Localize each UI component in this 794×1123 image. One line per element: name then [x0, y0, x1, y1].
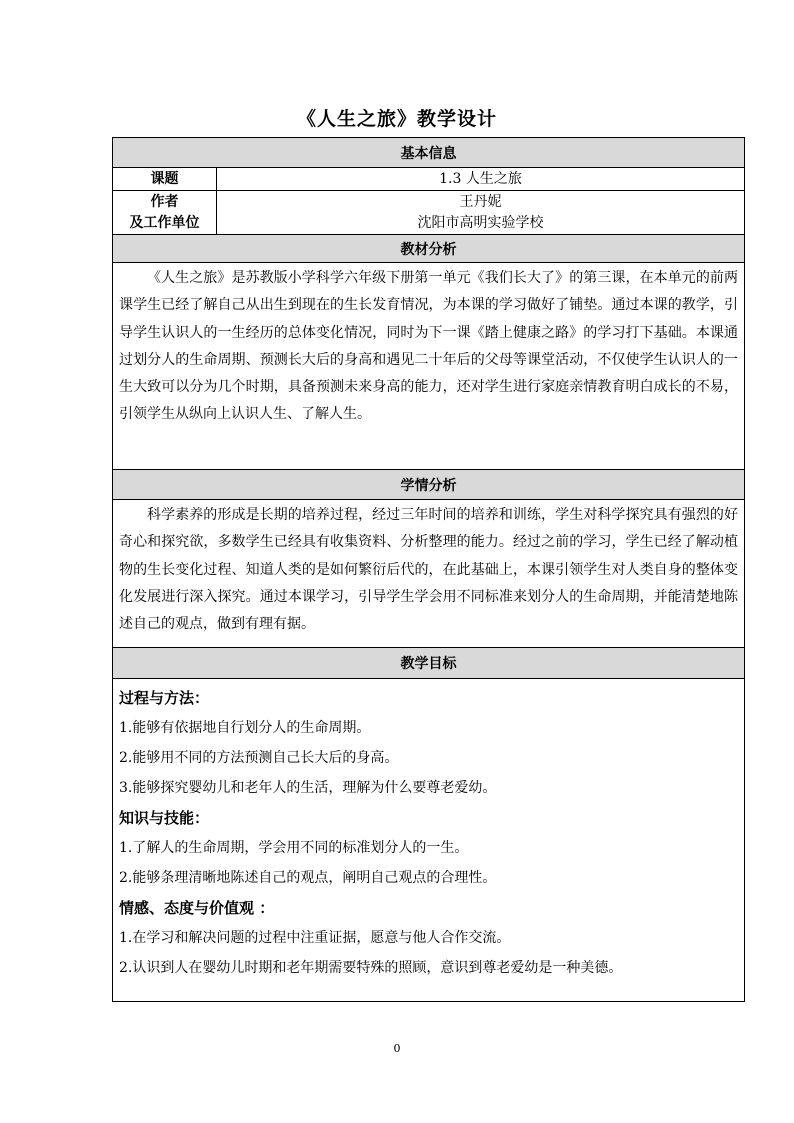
objective-heading-process: 过程与方法： — [119, 689, 210, 707]
objective-item: 2.认识到人在婴幼儿时期和老年期需要特殊的照顾，意识到尊老爱幼是一种美德。 — [119, 960, 623, 976]
author-name: 王丹妮 — [459, 193, 502, 210]
section-header-objectives: 教学目标 — [113, 648, 745, 679]
author-value — [217, 191, 745, 235]
topic-value: 1.3 人生之旅 — [217, 168, 745, 191]
section-header-textbook-analysis: 教材分析 — [113, 235, 745, 263]
author-unit: 沈阳市高明实验学校 — [417, 214, 544, 231]
author-label — [113, 191, 217, 235]
document-title: 《人生之旅》教学设计 — [296, 108, 497, 130]
section-header-student-analysis: 学情分析 — [113, 470, 745, 500]
student-analysis-text: 科学素养的形成是长期的培养过程，经过三年时间的培养和训练，学生对科学探究具有强烈的好奇心和探究欲，多数学生已经具有收集资料、分析整理的能力。经过之前的学习，学生已经了解动植物的生长变化过程、知道人类的是如何繁衍后代的，在此基础上，本课引领学生对人类自身的整体变化发展进行深入探究。通过本课学习，引导学生学会用不同标准来划分人的生命周期，并能清楚地陈述自己的观点，做到有理有据。 — [113, 500, 745, 648]
objective-item: 2.能够条理清晰地陈述自己的观点，阐明自己观点的合理性。 — [119, 870, 497, 886]
textbook-analysis-text: 《人生之旅》是苏教版小学科学六年级下册第一单元《我们长大了》的第三课，在本单元的前两课学生已经了解自己从出生到现在的生长发育情况，为本课的学习做好了铺垫。通过本课的教学，引导学生认识人的一生经历的总体变化情况，同时为下一课《踏上健康之路》的学习打下基础。本课通过划分人的生命周期、预测长大后的身高和遇见二十年后的父母等课堂活动，不仅使学生认识人的一生大致可以分为几个时期，具备预测未来身高的能力，还对学生进行家庭亲情教育明白成长的不易，引领学生从纵向上认识人生、了解人生。 — [113, 263, 745, 470]
lesson-design-table — [112, 137, 745, 1002]
page-number: 0 — [393, 1042, 401, 1055]
objective-heading-knowledge: 知识与技能： — [119, 809, 210, 827]
objective-item: 3.能够探究婴幼儿和老年人的生活，理解为什么要尊老爱幼。 — [119, 780, 497, 796]
author-label-line2: 及工作单位 — [129, 214, 200, 231]
objective-item: 2.能够用不同的方法预测自己长大后的身高。 — [119, 750, 399, 766]
objective-item: 1.了解人的生命周期，学会用不同的标准划分人的一生。 — [119, 840, 469, 856]
topic-label: 课题 — [113, 168, 217, 191]
author-label-line1: 作者 — [150, 193, 179, 210]
objectives-content — [113, 679, 745, 1002]
section-header-basic-info: 基本信息 — [113, 138, 745, 168]
objective-heading-attitude: 情感、态度与价值观 ： — [119, 899, 275, 917]
objective-item: 1.能够有依据地自行划分人的生命周期。 — [119, 720, 371, 736]
objective-item: 1.在学习和解决问题的过程中注重证据，愿意与他人合作交流。 — [119, 930, 511, 946]
